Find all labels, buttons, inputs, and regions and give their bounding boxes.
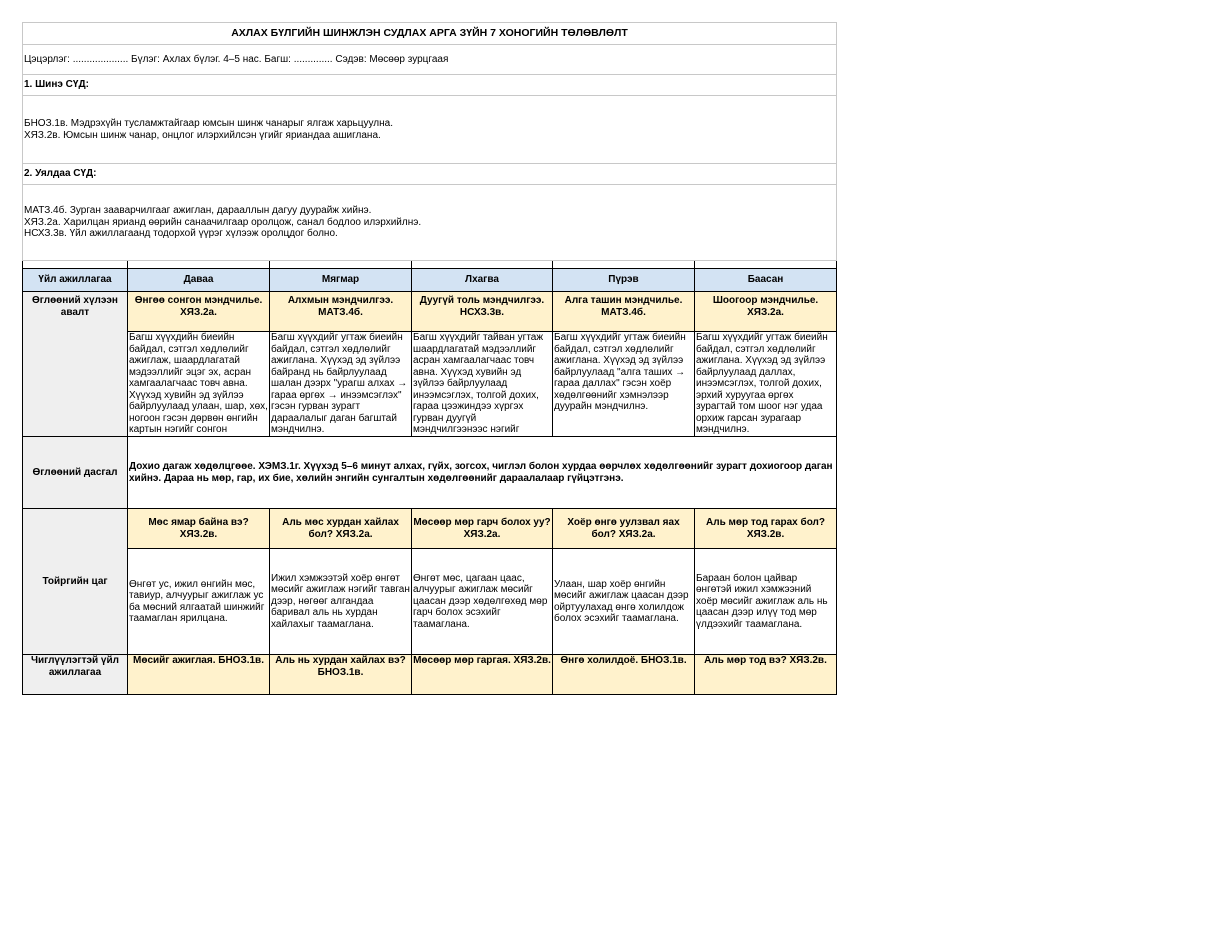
- focused-title: Мөсөөр мөр гаргая. ХЯЗ.2в.: [412, 655, 553, 695]
- morning-description-text: Багш хүүхдийн биеийн байдал, сэтгэл хөдлөлийг ажиглаж, шаардлагатай мэдээллийг эцэг эх, асран хамгаалагчаас товч авна. Хүүхэд хувийн эд зүйлээ байрлуулаад улаан, шар, хөх, ногоон гэсэн дөрвөн өнгийн картын нэгийг сонгон: [129, 332, 268, 435]
- exercise-text: Дохио дагаж хөдөлцгөөе. ХЭМЗ.1г. Хүүхэд 5–6 минут алхах, гүйх, зогсох, чиглэл болон хурдаа өөрчлөх хөдөлгөөнийг зурагт дохиогоор даган хийнэ. Дараа нь мөр, гар, их бие, хөлийн энгийн сунгалтын хөдөлгөөнийг дараалалаар гүйцэтгэнэ.: [128, 437, 837, 509]
- row-label-exercise: Өглөөний дасгал: [23, 437, 128, 509]
- circle-description: Улаан, шар хоёр өнгийн мөсийг ажиглаж цаасан дээр ойртуулахад өнгө холилдож болох эсэхийг таамаглана.: [553, 549, 695, 655]
- morning-description-text: Багш хүүхдийг угтаж биеийн байдал, сэтгэл хөдлөлийг ажиглана. Хүүхэд эд зүйлээ байрлуулаад "алга таших → гараа даллах" гэсэн хоёр хөдөлгөөнийг хэмнэлээр дуурайн мэндчилнэ.: [554, 332, 686, 412]
- section1-body: БНОЗ.1в. Мэдрэхүйн тусламжтайгаар юмсын шинж чанарыг ялгаж харьцуулна. ХЯЗ.2в. Юмсын шинж чанар, онцлог илэрхийлсэн үгийг яриандаа ашиглана.: [23, 96, 837, 164]
- section2-heading: 2. Уялдаа СҮД:: [23, 164, 837, 185]
- focused-title: Мөсийг ажиглая. БНОЗ.1в.: [128, 655, 270, 695]
- morning-title: Өнгөө сонгон мэндчилье. ХЯЗ.2а.: [128, 292, 270, 332]
- spacer-cell: [128, 261, 270, 269]
- circle-title: Аль мөс хурдан хайлах бол? ХЯЗ.2а.: [270, 509, 412, 549]
- row-label-morning: Өглөөний хүлээн авалт: [23, 292, 128, 437]
- morning-description: [270, 332, 412, 437]
- focused-title: Өнгө холилдоё. БНОЗ.1в.: [553, 655, 695, 695]
- header-day: Лхагва: [412, 269, 553, 292]
- spacer-cell: [695, 261, 837, 269]
- circle-description: Өнгөт ус, ижил өнгийн мөс, тавиур, алчуурыг ажиглаж ус ба мөсний ялгаатай шинжийг таамаглан ярилцана.: [128, 549, 270, 655]
- plan-table: [22, 22, 837, 695]
- header-day: Баасан: [695, 269, 837, 292]
- circle-title: Хоёр өнгө уулзвал яах бол? ХЯЗ.2а.: [553, 509, 695, 549]
- header-day: Пүрэв: [553, 269, 695, 292]
- header-day: Даваа: [128, 269, 270, 292]
- morning-description: [695, 332, 837, 437]
- circle-title: Аль мөр тод гарах бол? ХЯЗ.2в.: [695, 509, 837, 549]
- planning-sheet: [22, 22, 837, 695]
- morning-description: [553, 332, 695, 437]
- section1-heading: 1. Шинэ СҮД:: [23, 75, 837, 96]
- spacer-cell: [412, 261, 553, 269]
- morning-title: Дуугүй толь мэндчилгээ. НСХЗ.3в.: [412, 292, 553, 332]
- circle-title: Мөсөөр мөр гарч болох уу? ХЯЗ.2а.: [412, 509, 553, 549]
- morning-title: Алхмын мэндчилгээ. МАТЗ.4б.: [270, 292, 412, 332]
- morning-description-text: Багш хүүхдийг угтаж биеийн байдал, сэтгэл хөдлөлийг ажиглана. Хүүхэд эд зүйлээ байрлуулаад даллах, инээмсэглэх, толгой дохих, эрхий хуруугаа өргөх зурагтай том шоог нэг удаа орхиж гарсан зурагаар мэндчилнэ.: [696, 332, 828, 435]
- morning-title: Шоогоор мэндчилье. ХЯЗ.2а.: [695, 292, 837, 332]
- circle-description: Ижил хэмжээтэй хоёр өнгөт мөсийг ажиглаж нэгийг тавган дээр, нөгөөг алгандаа баривал аль нь хурдан хайлахыг таамаглана.: [270, 549, 412, 655]
- spacer-cell: [23, 261, 128, 269]
- focused-title: Аль мөр тод вэ? ХЯЗ.2в.: [695, 655, 837, 695]
- focused-title: Аль нь хурдан хайлах вэ? БНОЗ.1в.: [270, 655, 412, 695]
- spacer-cell: [270, 261, 412, 269]
- spacer-cell: [553, 261, 695, 269]
- circle-description: Бараан болон цайвар өнгөтэй ижил хэмжээний хоёр мөсийг ажиглаж аль нь цаасан дээр илүү тод мөр үлдээхийг таамаглана.: [695, 549, 837, 655]
- row-label-focused: Чиглүүлэгтэй үйл ажиллагаа: [23, 655, 128, 695]
- row-label-circle: Тойргийн цаг: [23, 509, 128, 655]
- morning-title: Алга ташин мэндчилье. МАТЗ.4б.: [553, 292, 695, 332]
- info-line: Цэцэрлэг: .................... Бүлэг: Ахлах бүлэг. 4–5 нас. Багш: .............. Сэдэв: Мөсөөр зурцгаая: [23, 45, 837, 75]
- morning-description-text: Багш хүүхдийг тайван угтаж шаардлагатай мэдээллийг асран хамгаалагчаас товч авна. Хүүхэд хувийн эд зүйлээ байрлуулаад инээмсэглэх, толгой дохих, гараа цээжиндээ хүргэх гурван дуугүй мэндчилгээнээс нэгийг: [413, 332, 544, 435]
- circle-description: Өнгөт мөс, цагаан цаас, алчуурыг ажиглаж мөсийг цаасан дээр хөдөлгөхөд мөр гарч болох эсэхийг таамаглана.: [412, 549, 553, 655]
- header-activity: Үйл ажиллагаа: [23, 269, 128, 292]
- morning-description-text: Багш хүүхдийг угтаж биеийн байдал, сэтгэл хөдлөлийг ажиглана. Хүүхэд эд зүйлээ байранд нь байрлуулаад шалан дээрх "урагш алхах → гараа өргөх → инээмсэглэх" гэсэн гурван зурагт дараалалыг даган багштай мэндчилнэ.: [271, 332, 408, 435]
- circle-title: Мөс ямар байна вэ? ХЯЗ.2в.: [128, 509, 270, 549]
- section2-body: МАТЗ.4б. Зурган зааварчилгааг ажиглан, дарааллын дагуу дуурайж хийнэ. ХЯЗ.2а. Харилцан ярианд өөрийн санаачилгаар оролцож, санал бодлоо илэрхийлнэ. НСХЗ.3в. Үйл ажиллагаанд тодорхой үүрэг хүлээж оролцдог болно.: [23, 185, 837, 261]
- morning-description: [412, 332, 553, 437]
- morning-description: [128, 332, 270, 437]
- page-title: АХЛАХ БҮЛГИЙН ШИНЖЛЭН СУДЛАХ АРГА ЗҮЙН 7 ХОНОГИЙН ТӨЛӨВЛӨЛТ: [23, 23, 837, 45]
- header-day: Мягмар: [270, 269, 412, 292]
